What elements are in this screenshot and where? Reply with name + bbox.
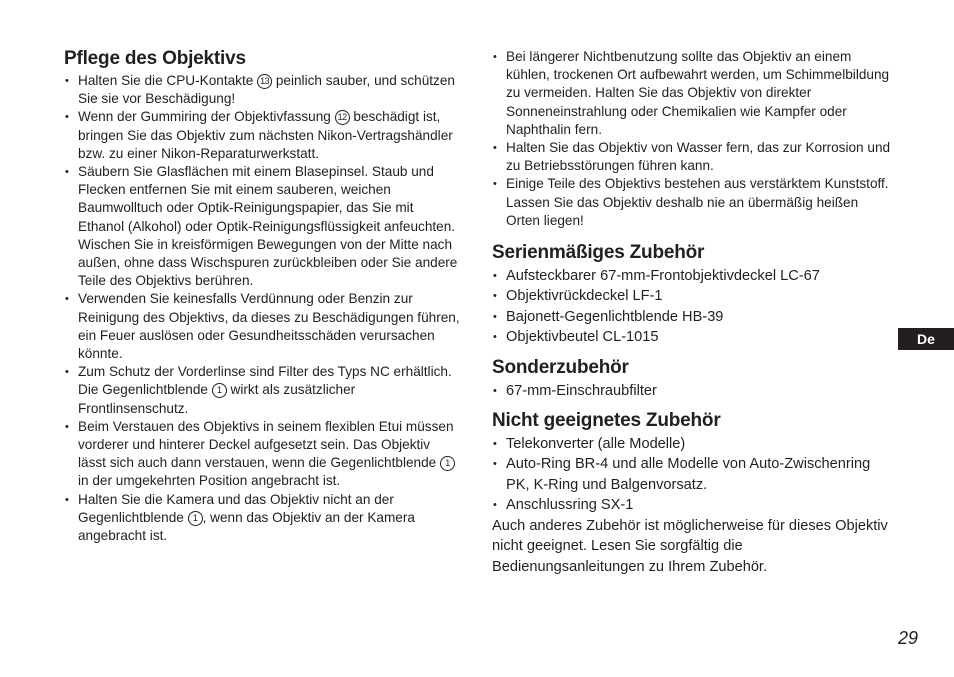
callout-number: 1: [212, 383, 227, 398]
list-item: • Zum Schutz der Vorderlinse sind Filter des Typs NC erhältlich. Die Gegenlichtblende 1 wirkt als zusätzlicher Frontlinsenschutz.: [64, 363, 460, 418]
page-number: 29: [898, 628, 919, 648]
lens-care-heading: Pflege des Objektivs: [64, 48, 246, 69]
list-item: • Wenn der Gummiring der Objektivfassung 12 beschädigt ist, bringen Sie das Objektiv zum nächsten Nikon-Vertragshändler bzw. zu einer Nikon-Reparaturwerkstatt.: [64, 108, 460, 163]
list-item: • Einige Teile des Objektivs bestehen aus verstärktem Kunststoff. Lassen Sie das Objektiv deshalb nie an übermäßig heißen Orten liegen!: [492, 175, 892, 230]
list-item: • Halten Sie die Kamera und das Objektiv nicht an der Gegenlichtblende 1 , wenn das Objektiv an der Kamera angebracht ist.: [64, 491, 460, 546]
list-item: • Säubern Sie Glasflächen mit einem Blasepinsel. Staub und Flecken entfernen Sie mit einem sauberen, weichen Baumwolltuch oder Optik-Reinigungspapier, das Sie mit Ethanol (Alkohol) oder Optik-Reinigungsflüssigkeit anfeuchten. Wischen Sie in kreisförmigen Bewegungen von der Mitte nach außen, ohne dass Wischspuren zurückbleiben oder Sie andere Teile des Objektivs berühren.: [64, 163, 460, 290]
list-item: • Objektivbeutel CL-1015: [492, 327, 892, 347]
incompatible-accessories-list: [492, 434, 892, 516]
list-item: • Verwenden Sie keinesfalls Verdünnung oder Benzin zur Reinigung des Objektivs, da dieses zu Beschädigungen führen, ein Feuer auslösen oder Gesundheitsschäden verursachen könnte.: [64, 290, 460, 363]
list-item: • Objektivrückdeckel LF-1: [492, 286, 892, 306]
list-item: • Anschlussring SX-1: [492, 495, 892, 515]
list-item: • Auto-Ring BR-4 und alle Modelle von Auto-Zwischenring PK, K-Ring und Balgenvorsatz.: [492, 454, 892, 495]
standard-accessories-list: [492, 266, 892, 348]
list-item: • Halten Sie das Objektiv von Wasser fern, das zur Korrosion und zu Betriebsstörungen führen kann.: [492, 139, 892, 175]
list-item: • Telekonverter (alle Modelle): [492, 434, 892, 454]
right-column: [492, 48, 892, 577]
left-column: [64, 48, 460, 545]
lens-care-list: [64, 72, 460, 545]
callout-number: 1: [440, 456, 455, 471]
callout-number: 1: [188, 511, 203, 526]
incompatible-note: Auch anderes Zubehör ist möglicherweise für dieses Objektiv nicht geeignet. Lesen Sie sorgfältig die Bedienungsanleitungen zu Ihrem Zubehör.: [492, 517, 888, 575]
list-item: • Aufsteckbarer 67-mm-Frontobjektivdeckel LC-67: [492, 266, 892, 286]
standard-accessories-heading: Serienmäßiges Zubehör: [492, 242, 705, 264]
optional-accessories-heading: Sonderzubehör: [492, 356, 629, 378]
optional-accessories-list: [492, 381, 892, 401]
language-tab: De: [898, 328, 954, 350]
list-item: • Beim Verstauen des Objektivs in seinem flexiblen Etui müssen vorderer und hinterer Deckel aufgesetzt sein. Das Objektiv lässt sich auch dann verstauen, wenn die Gegenlichtblende 1 in der umgekehrten Position angebracht ist.: [64, 418, 460, 491]
list-item: • Bajonett-Gegenlichtblende HB-39: [492, 307, 892, 327]
callout-number: 13: [257, 74, 272, 89]
list-item: • Halten Sie die CPU-Kontakte 13 peinlich sauber, und schützen Sie sie vor Beschädigung!: [64, 72, 460, 108]
callout-number: 12: [335, 110, 350, 125]
list-item: • 67-mm-Einschraubfilter: [492, 381, 892, 401]
list-item: • Bei längerer Nichtbenutzung sollte das Objektiv an einem kühlen, trockenen Ort aufbewahrt werden, um Schimmelbildung zu vermeiden. Halten Sie das Objektiv von direkter Sonneneinstrahlung oder Chemikalien wie Kampfer oder Naphthalin fern.: [492, 48, 892, 139]
lens-care-list-continued: [492, 48, 892, 230]
incompatible-accessories-heading: Nicht geeignetes Zubehör: [492, 410, 721, 432]
